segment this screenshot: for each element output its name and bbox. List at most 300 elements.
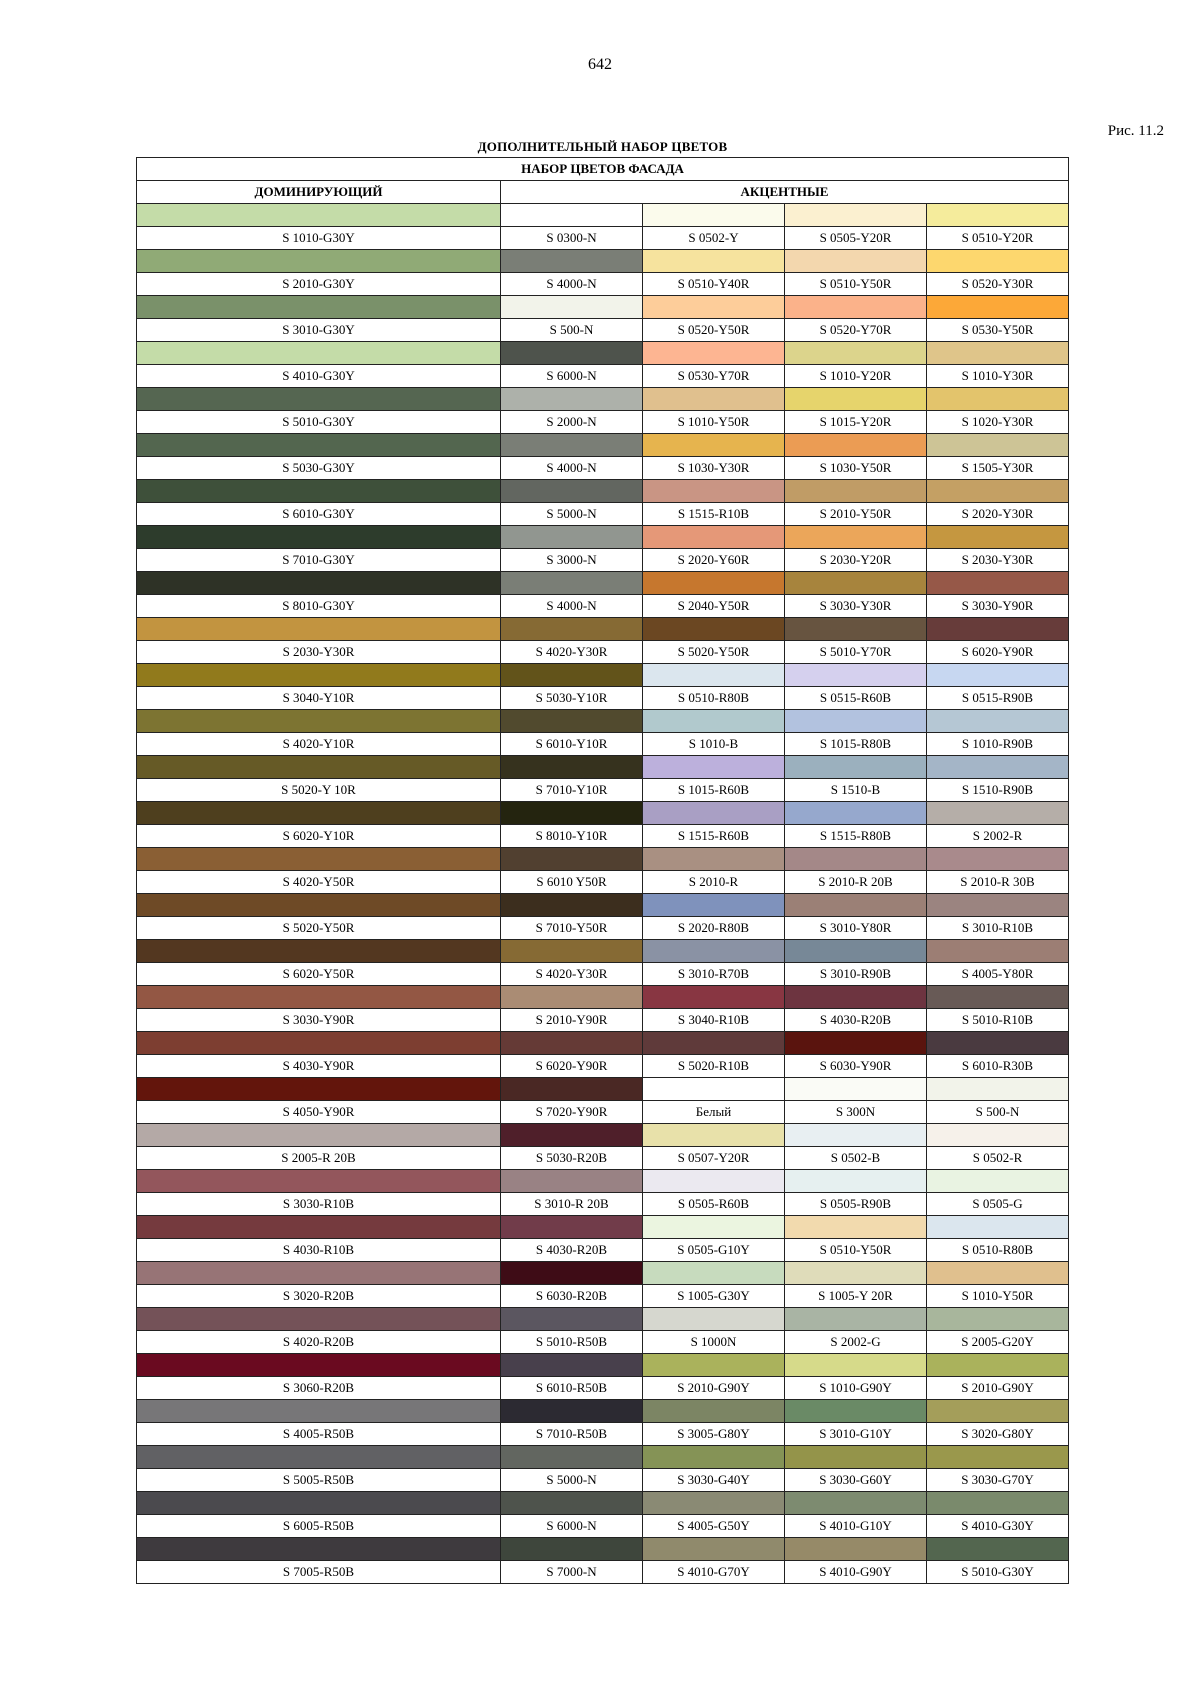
accent-color-swatch — [501, 664, 643, 687]
accent-color-swatch — [785, 1078, 927, 1101]
accent-color-swatch — [927, 848, 1069, 871]
accent-color-swatch — [643, 572, 785, 595]
accent-color-swatch — [501, 710, 643, 733]
accent-color-swatch — [643, 802, 785, 825]
accent-color-code: S 0510-R80B — [927, 1239, 1069, 1262]
dominant-color-swatch — [137, 1308, 501, 1331]
dominant-color-code: S 2010-G30Y — [137, 273, 501, 296]
accent-color-code: S 1010-Y30R — [927, 365, 1069, 388]
accent-color-swatch — [643, 1492, 785, 1515]
accent-color-code: S 7010-Y50R — [501, 917, 643, 940]
accent-color-code: S 4020-Y30R — [501, 641, 643, 664]
accent-color-swatch — [927, 940, 1069, 963]
accent-color-swatch — [643, 480, 785, 503]
accent-color-swatch — [785, 1492, 927, 1515]
color-palette-table — [136, 157, 1069, 1584]
accent-color-swatch — [501, 1078, 643, 1101]
accent-color-swatch — [927, 802, 1069, 825]
accent-color-swatch — [927, 894, 1069, 917]
accent-color-code: S 0510-Y50R — [785, 273, 927, 296]
swatch-row — [137, 1400, 1069, 1423]
swatch-row — [137, 1262, 1069, 1285]
code-row — [137, 411, 1069, 434]
dominant-color-swatch — [137, 526, 501, 549]
accent-color-code: S 3030-G60Y — [785, 1469, 927, 1492]
accent-color-code: S 3030-Y90R — [927, 595, 1069, 618]
accent-color-swatch — [785, 940, 927, 963]
accent-color-code: S 0502-Y — [643, 227, 785, 250]
accent-color-swatch — [927, 1308, 1069, 1331]
accent-color-swatch — [501, 342, 643, 365]
accent-color-swatch — [927, 756, 1069, 779]
accent-color-code: S 2010-G90Y — [927, 1377, 1069, 1400]
accent-color-swatch — [501, 434, 643, 457]
accent-color-code: S 1010-Y50R — [643, 411, 785, 434]
accent-color-code: S 4005-G50Y — [643, 1515, 785, 1538]
swatch-row — [137, 1538, 1069, 1561]
accent-color-code: S 2002-G — [785, 1331, 927, 1354]
swatch-row — [137, 986, 1069, 1009]
swatch-row — [137, 802, 1069, 825]
dominant-color-code: S 2005-R 20B — [137, 1147, 501, 1170]
accent-color-code: S 2020-Y30R — [927, 503, 1069, 526]
accent-color-swatch — [785, 1400, 927, 1423]
dominant-color-code: S 4005-R50B — [137, 1423, 501, 1446]
accent-color-code: S 6010 Y50R — [501, 871, 643, 894]
accent-color-code: S 3010-R70B — [643, 963, 785, 986]
accent-color-swatch — [927, 204, 1069, 227]
accent-color-code: S 1010-G90Y — [785, 1377, 927, 1400]
accent-color-code: S 2030-Y20R — [785, 549, 927, 572]
swatch-row — [137, 250, 1069, 273]
accent-color-swatch — [643, 756, 785, 779]
accent-color-code: S 2040-Y50R — [643, 595, 785, 618]
accent-color-code: S 0520-Y70R — [785, 319, 927, 342]
code-row — [137, 227, 1069, 250]
accent-color-swatch — [501, 848, 643, 871]
accent-color-code: S 1005-G30Y — [643, 1285, 785, 1308]
accent-color-code: S 2002-R — [927, 825, 1069, 848]
column-header-row — [137, 181, 1069, 204]
accent-color-code: Белый — [643, 1101, 785, 1124]
code-row — [137, 1331, 1069, 1354]
accent-color-code: S 0515-R90B — [927, 687, 1069, 710]
accent-color-swatch — [501, 1354, 643, 1377]
swatch-row — [137, 572, 1069, 595]
accent-color-swatch — [785, 894, 927, 917]
dominant-color-swatch — [137, 894, 501, 917]
accent-color-swatch — [501, 1216, 643, 1239]
accent-color-code: S 1015-Y20R — [785, 411, 927, 434]
accent-color-code: S 0520-Y30R — [927, 273, 1069, 296]
code-row — [137, 687, 1069, 710]
swatch-row — [137, 618, 1069, 641]
accent-color-swatch — [927, 1216, 1069, 1239]
swatch-row — [137, 1216, 1069, 1239]
accent-color-swatch — [501, 1492, 643, 1515]
accent-color-code: S 2020-Y60R — [643, 549, 785, 572]
accent-color-swatch — [643, 894, 785, 917]
accent-color-code: S 1515-R60B — [643, 825, 785, 848]
accent-color-swatch — [643, 342, 785, 365]
dominant-color-swatch — [137, 1538, 501, 1561]
dominant-color-code: S 3060-R20B — [137, 1377, 501, 1400]
accent-color-code: S 2010-Y50R — [785, 503, 927, 526]
code-row — [137, 641, 1069, 664]
swatch-row — [137, 1492, 1069, 1515]
accent-color-swatch — [785, 204, 927, 227]
accent-color-swatch — [785, 1308, 927, 1331]
accent-color-code: S 5010-R50B — [501, 1331, 643, 1354]
accent-color-code: S 2005-G20Y — [927, 1331, 1069, 1354]
dominant-color-swatch — [137, 388, 501, 411]
accent-color-swatch — [643, 1354, 785, 1377]
code-row — [137, 503, 1069, 526]
accent-color-swatch — [501, 250, 643, 273]
dominant-color-code: S 4010-G30Y — [137, 365, 501, 388]
accent-color-code: S 0530-Y70R — [643, 365, 785, 388]
accent-color-code: S 5000-N — [501, 1469, 643, 1492]
accent-color-swatch — [927, 1400, 1069, 1423]
accent-color-swatch — [785, 802, 927, 825]
accent-color-code: S 3010-G10Y — [785, 1423, 927, 1446]
accent-color-code: S 4010-G30Y — [927, 1515, 1069, 1538]
accent-color-code: S 0505-G10Y — [643, 1239, 785, 1262]
dominant-color-swatch — [137, 1400, 501, 1423]
code-row — [137, 595, 1069, 618]
accent-color-swatch — [501, 1538, 643, 1561]
dominant-color-swatch — [137, 296, 501, 319]
dominant-color-swatch — [137, 940, 501, 963]
accent-color-swatch — [643, 1078, 785, 1101]
swatch-row — [137, 1078, 1069, 1101]
dominant-color-swatch — [137, 664, 501, 687]
accent-color-swatch — [785, 1032, 927, 1055]
dominant-color-swatch — [137, 848, 501, 871]
code-row — [137, 1561, 1069, 1584]
accent-color-code: S 3010-R 20B — [501, 1193, 643, 1216]
accent-color-swatch — [643, 250, 785, 273]
accent-color-swatch — [785, 388, 927, 411]
dominant-color-swatch — [137, 1124, 501, 1147]
dominant-color-swatch — [137, 480, 501, 503]
code-row — [137, 963, 1069, 986]
dominant-color-swatch — [137, 1354, 501, 1377]
code-row — [137, 779, 1069, 802]
accent-color-swatch — [785, 710, 927, 733]
code-row — [137, 1377, 1069, 1400]
swatch-row — [137, 756, 1069, 779]
dominant-color-code: S 2030-Y30R — [137, 641, 501, 664]
dominant-color-swatch — [137, 1492, 501, 1515]
accent-color-swatch — [785, 1538, 927, 1561]
code-row — [137, 273, 1069, 296]
accent-color-code: S 1005-Y 20R — [785, 1285, 927, 1308]
dominant-color-code: S 5010-G30Y — [137, 411, 501, 434]
swatch-row — [137, 480, 1069, 503]
dominant-color-code: S 6010-G30Y — [137, 503, 501, 526]
accent-color-code: S 3010-R10B — [927, 917, 1069, 940]
accent-color-swatch — [927, 526, 1069, 549]
swatch-row — [137, 1170, 1069, 1193]
dominant-color-swatch — [137, 986, 501, 1009]
accent-color-swatch — [785, 618, 927, 641]
accent-color-swatch — [785, 480, 927, 503]
accent-color-code: S 3030-G40Y — [643, 1469, 785, 1492]
dominant-color-swatch — [137, 1170, 501, 1193]
accent-color-code: S 2010-R — [643, 871, 785, 894]
accent-color-swatch — [785, 572, 927, 595]
accent-color-code: S 0300-N — [501, 227, 643, 250]
dominant-color-code: S 3020-R20B — [137, 1285, 501, 1308]
accent-color-code: S 4020-Y30R — [501, 963, 643, 986]
accent-color-swatch — [643, 1538, 785, 1561]
accent-color-code: S 2010-R 20B — [785, 871, 927, 894]
accent-color-code: S 4010-G90Y — [785, 1561, 927, 1584]
accent-color-swatch — [927, 296, 1069, 319]
accent-color-swatch — [643, 296, 785, 319]
accent-color-swatch — [927, 1492, 1069, 1515]
dominant-color-code: S 3040-Y10R — [137, 687, 501, 710]
dominant-color-swatch — [137, 434, 501, 457]
accent-color-code: S 0510-Y40R — [643, 273, 785, 296]
accent-color-code: S 5000-N — [501, 503, 643, 526]
accent-color-swatch — [927, 480, 1069, 503]
accent-color-code: S 4000-N — [501, 273, 643, 296]
accent-color-swatch — [927, 1078, 1069, 1101]
accent-color-code: S 0505-R60B — [643, 1193, 785, 1216]
accent-color-code: S 2020-R80B — [643, 917, 785, 940]
accent-color-code: S 3010-R90B — [785, 963, 927, 986]
accent-color-code: S 4010-G70Y — [643, 1561, 785, 1584]
swatch-row — [137, 894, 1069, 917]
dominant-color-code: S 4020-Y50R — [137, 871, 501, 894]
accent-color-code: S 1015-R60B — [643, 779, 785, 802]
code-row — [137, 365, 1069, 388]
dominant-color-code: S 5030-G30Y — [137, 457, 501, 480]
accent-color-swatch — [927, 986, 1069, 1009]
page-title: ДОПОЛНИТЕЛЬНЫЙ НАБОР ЦВЕТОВ — [477, 139, 728, 154]
accent-color-code: S 7010-R50B — [501, 1423, 643, 1446]
dominant-color-code: S 8010-G30Y — [137, 595, 501, 618]
accent-color-code: S 5010-R10B — [927, 1009, 1069, 1032]
accent-color-code: S 0505-Y20R — [785, 227, 927, 250]
accent-color-swatch — [785, 1446, 927, 1469]
accent-color-code: S 6020-Y90R — [501, 1055, 643, 1078]
accent-color-code: S 1015-R80B — [785, 733, 927, 756]
accent-color-swatch — [927, 434, 1069, 457]
dominant-color-swatch — [137, 1216, 501, 1239]
accent-color-code: S 5020-R10B — [643, 1055, 785, 1078]
accent-color-code: S 5030-R20B — [501, 1147, 643, 1170]
accent-color-swatch — [501, 756, 643, 779]
accent-color-code: S 1010-B — [643, 733, 785, 756]
accent-color-swatch — [501, 986, 643, 1009]
code-row — [137, 1009, 1069, 1032]
swatch-row — [137, 1308, 1069, 1331]
dominant-color-swatch — [137, 756, 501, 779]
accent-color-swatch — [643, 1446, 785, 1469]
accent-color-swatch — [501, 388, 643, 411]
swatch-row — [137, 388, 1069, 411]
accent-color-swatch — [785, 1124, 927, 1147]
accent-color-swatch — [643, 1216, 785, 1239]
accent-color-swatch — [501, 940, 643, 963]
dominant-color-swatch — [137, 204, 501, 227]
accent-color-swatch — [643, 664, 785, 687]
dominant-color-swatch — [137, 710, 501, 733]
swatch-row — [137, 1124, 1069, 1147]
subtitle: НАБОР ЦВЕТОВ ФАСАДА — [137, 158, 1069, 181]
accent-color-swatch — [927, 664, 1069, 687]
accent-color-swatch — [785, 986, 927, 1009]
accent-color-code: S 500-N — [927, 1101, 1069, 1124]
accent-color-code: S 8010-Y10R — [501, 825, 643, 848]
dominant-color-swatch — [137, 1446, 501, 1469]
accent-color-swatch — [501, 1262, 643, 1285]
accent-color-swatch — [643, 986, 785, 1009]
dominant-color-swatch — [137, 342, 501, 365]
accent-color-swatch — [643, 204, 785, 227]
dominant-color-code: S 3030-Y90R — [137, 1009, 501, 1032]
code-row — [137, 1469, 1069, 1492]
accent-color-swatch — [501, 480, 643, 503]
accent-color-swatch — [785, 434, 927, 457]
accent-color-code: S 3020-G80Y — [927, 1423, 1069, 1446]
accent-color-code: S 2030-Y30R — [927, 549, 1069, 572]
accent-color-code: S 6030-Y90R — [785, 1055, 927, 1078]
accent-color-code: S 7010-Y10R — [501, 779, 643, 802]
accent-color-swatch — [643, 1308, 785, 1331]
dominant-color-code: S 4020-R20B — [137, 1331, 501, 1354]
accent-color-code: S 0502-B — [785, 1147, 927, 1170]
swatch-row — [137, 296, 1069, 319]
code-row — [137, 825, 1069, 848]
swatch-row — [137, 664, 1069, 687]
accent-color-code: S 5030-Y10R — [501, 687, 643, 710]
accent-color-swatch — [785, 526, 927, 549]
code-row — [137, 1239, 1069, 1262]
accent-color-swatch — [643, 526, 785, 549]
accent-color-swatch — [501, 1170, 643, 1193]
accent-color-code: S 6010-R30B — [927, 1055, 1069, 1078]
accent-color-swatch — [785, 1354, 927, 1377]
accent-color-swatch — [501, 1400, 643, 1423]
accent-color-swatch — [501, 894, 643, 917]
accent-color-code: S 5020-Y50R — [643, 641, 785, 664]
accent-color-code: S 0510-Y50R — [785, 1239, 927, 1262]
accent-color-code: S 0502-R — [927, 1147, 1069, 1170]
accent-color-code: S 1000N — [643, 1331, 785, 1354]
accent-color-swatch — [927, 1170, 1069, 1193]
accent-color-swatch — [501, 572, 643, 595]
swatch-row — [137, 710, 1069, 733]
dominant-color-code: S 4030-R10B — [137, 1239, 501, 1262]
accent-color-swatch — [927, 250, 1069, 273]
accent-color-swatch — [785, 848, 927, 871]
accent-color-swatch — [643, 388, 785, 411]
accent-color-code: S 0530-Y50R — [927, 319, 1069, 342]
code-row — [137, 1193, 1069, 1216]
accent-color-swatch — [643, 940, 785, 963]
dominant-color-code: S 6005-R50B — [137, 1515, 501, 1538]
accent-color-swatch — [785, 756, 927, 779]
accent-color-code: S 5010-G30Y — [927, 1561, 1069, 1584]
accent-color-code: S 6000-N — [501, 1515, 643, 1538]
swatch-row — [137, 204, 1069, 227]
dominant-color-code: S 5005-R50B — [137, 1469, 501, 1492]
accent-color-swatch — [501, 1032, 643, 1055]
accent-color-code: S 7000-N — [501, 1561, 643, 1584]
swatch-row — [137, 848, 1069, 871]
accent-color-swatch — [643, 434, 785, 457]
page-number: 642 — [588, 56, 612, 73]
accent-color-swatch — [927, 1262, 1069, 1285]
accent-color-code: S 3040-R10B — [643, 1009, 785, 1032]
accent-color-swatch — [785, 296, 927, 319]
accent-color-code: S 6010-R50B — [501, 1377, 643, 1400]
code-row — [137, 457, 1069, 480]
accent-color-code: S 3030-G70Y — [927, 1469, 1069, 1492]
accent-color-code: S 6000-N — [501, 365, 643, 388]
accent-color-code: S 4005-Y80R — [927, 963, 1069, 986]
accent-color-swatch — [501, 1446, 643, 1469]
accent-color-code: S 6020-Y90R — [927, 641, 1069, 664]
accent-color-swatch — [927, 1124, 1069, 1147]
dominant-color-swatch — [137, 1032, 501, 1055]
dominant-color-swatch — [137, 1078, 501, 1101]
accent-color-code: S 0515-R60B — [785, 687, 927, 710]
accent-color-code: S 1030-Y30R — [643, 457, 785, 480]
accent-color-swatch — [643, 1400, 785, 1423]
accent-color-swatch — [643, 1124, 785, 1147]
accent-color-code: S 0507-Y20R — [643, 1147, 785, 1170]
accent-color-swatch — [927, 1032, 1069, 1055]
accent-color-swatch — [785, 1170, 927, 1193]
accent-color-code: S 3010-Y80R — [785, 917, 927, 940]
accent-color-swatch — [785, 1216, 927, 1239]
accent-color-code: S 0510-R80B — [643, 687, 785, 710]
accent-header: АКЦЕНТНЫЕ — [501, 181, 1069, 204]
accent-color-code: S 3030-Y30R — [785, 595, 927, 618]
accent-color-swatch — [785, 250, 927, 273]
dominant-color-code: S 3010-G30Y — [137, 319, 501, 342]
code-row — [137, 1515, 1069, 1538]
dominant-color-code: S 4030-Y90R — [137, 1055, 501, 1078]
accent-color-code: S 2010-R 30B — [927, 871, 1069, 894]
accent-color-swatch — [927, 1538, 1069, 1561]
dominant-color-code: S 7005-R50B — [137, 1561, 501, 1584]
accent-color-swatch — [643, 1170, 785, 1193]
subtitle-row — [137, 158, 1069, 181]
accent-color-code: S 500-N — [501, 319, 643, 342]
dominant-color-code: S 6020-Y50R — [137, 963, 501, 986]
accent-color-code: S 1510-B — [785, 779, 927, 802]
accent-color-swatch — [927, 1354, 1069, 1377]
dominant-color-swatch — [137, 1262, 501, 1285]
accent-color-code: S 6030-R20B — [501, 1285, 643, 1308]
code-row — [137, 1101, 1069, 1124]
swatch-row — [137, 342, 1069, 365]
accent-color-code: S 4030-R20B — [501, 1239, 643, 1262]
accent-color-swatch — [501, 1124, 643, 1147]
accent-color-code: S 3000-N — [501, 549, 643, 572]
dominant-header: ДОМИНИРУЮЩИЙ — [137, 181, 501, 204]
dominant-color-code: S 5020-Y50R — [137, 917, 501, 940]
code-row — [137, 1147, 1069, 1170]
accent-color-swatch — [927, 572, 1069, 595]
accent-color-swatch — [643, 618, 785, 641]
